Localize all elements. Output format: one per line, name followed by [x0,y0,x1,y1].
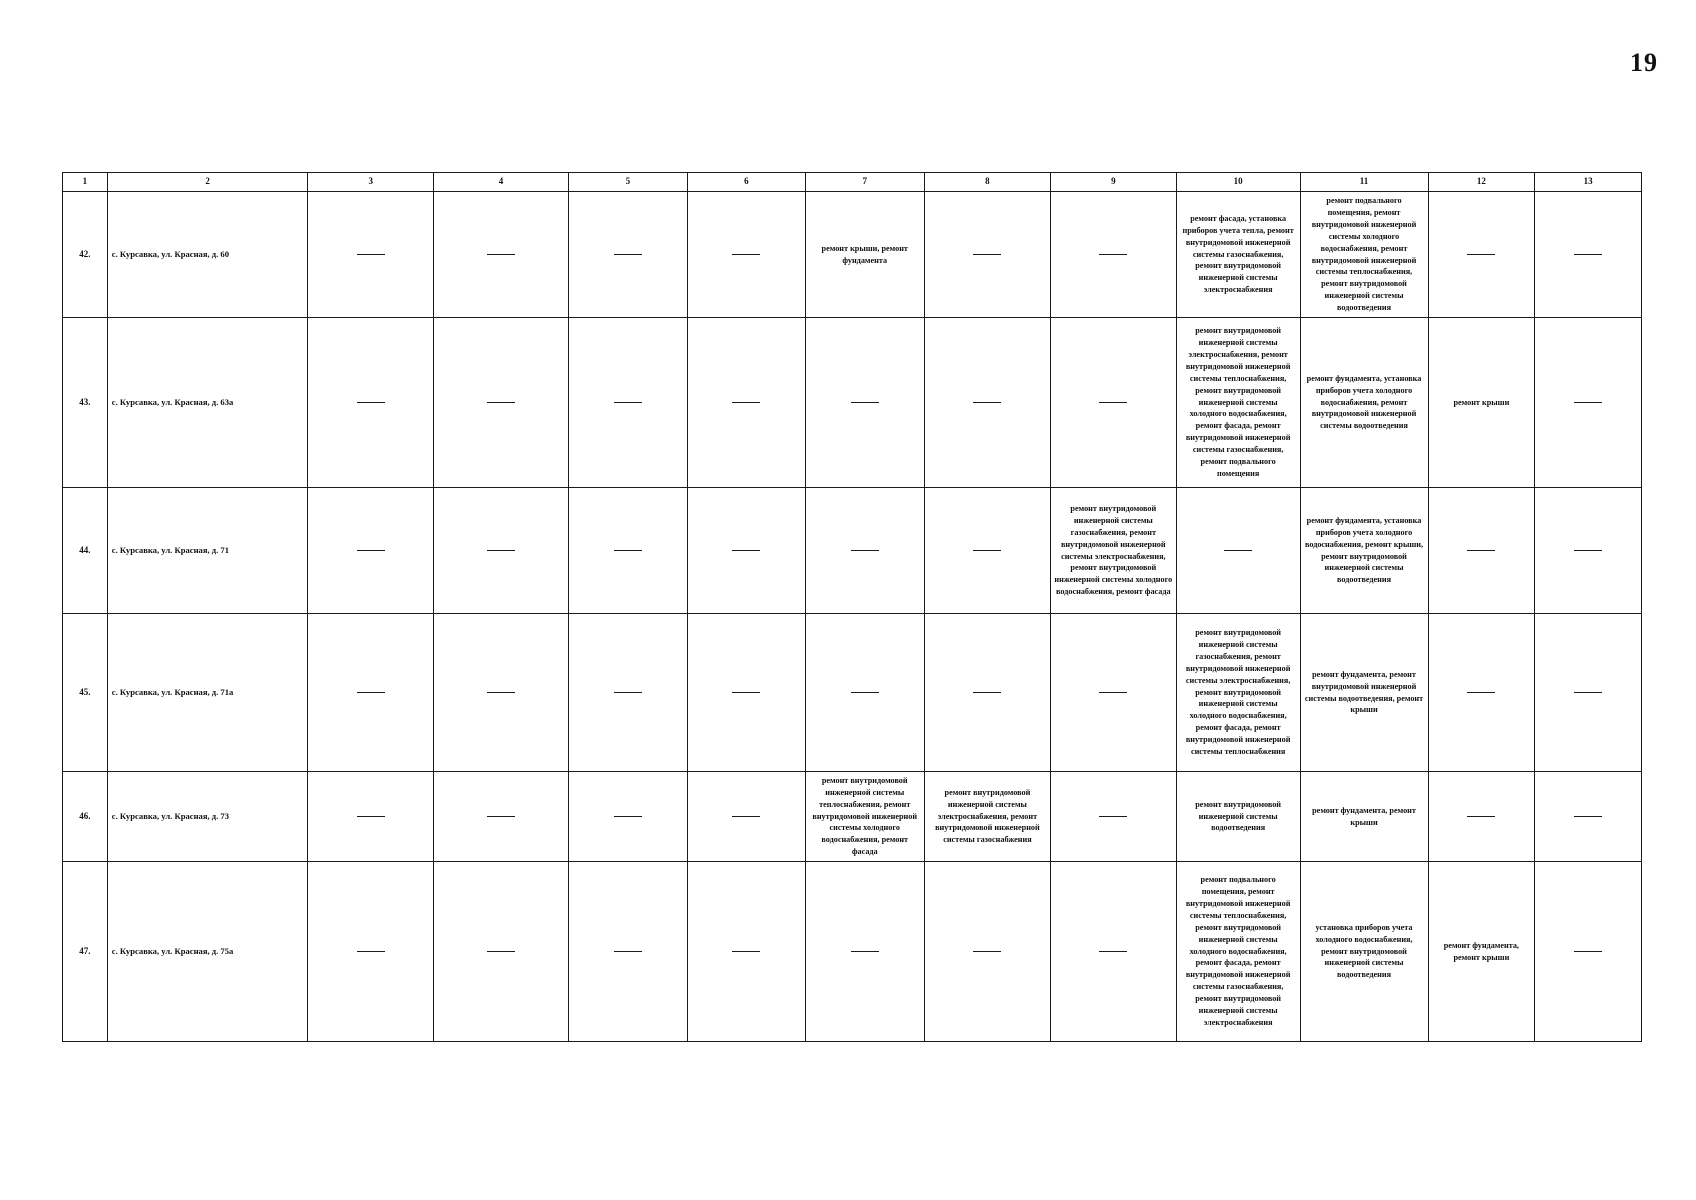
empty-dash [357,692,385,693]
empty-cell [1535,614,1642,772]
repair-work-cell: ремонт подвального помещения, ремонт внутридомовой инженерной системы холодного водоснабжения, ремонт внутридомовой инженерной системы теплоснабжения, ремонт внутридомовой инженерной системы водоотведения [1300,192,1428,318]
repair-work-cell: ремонт внутридомовой инженерной системы теплоснабжения, ремонт внутридомовой инженерной системы холодного водоснабжения, ремонт фасада [805,772,924,862]
empty-cell [308,614,434,772]
empty-dash [851,951,879,952]
empty-dash [1224,550,1252,551]
empty-cell [1176,488,1300,614]
empty-cell [568,772,687,862]
address-cell: с. Курсавка, ул. Красная, д. 73 [107,772,308,862]
repair-work-cell: ремонт внутридомовой инженерной системы газоснабжения, ремонт внутридомовой инженерной системы электроснабжения, ремонт внутридомовой инженерной системы холодного водоснабжения, ремонт фасада, ремонт внутридомовой инженерной системы теплоснабжения [1176,614,1300,772]
empty-cell [1050,614,1176,772]
empty-dash [851,550,879,551]
empty-cell [1050,772,1176,862]
column-number-header: 2 [107,173,308,192]
repair-work-cell: ремонт фундамента, ремонт внутридомовой инженерной системы водоотведения, ремонт крыши [1300,614,1428,772]
empty-dash [614,254,642,255]
empty-dash [973,692,1001,693]
repair-work-cell: ремонт фундамента, ремонт крыши [1428,862,1535,1042]
empty-cell [434,862,568,1042]
column-number-header: 10 [1176,173,1300,192]
column-number-header: 9 [1050,173,1176,192]
empty-dash [614,692,642,693]
empty-dash [732,402,760,403]
empty-dash [1574,254,1602,255]
column-number-header: 11 [1300,173,1428,192]
repair-work-cell: ремонт фундамента, установка приборов учета холодного водоснабжения, ремонт внутридомовой инженерной системы водоотведения [1300,318,1428,488]
empty-cell [434,772,568,862]
empty-cell [1535,772,1642,862]
column-number-header: 4 [434,173,568,192]
row-number-cell: 44. [63,488,108,614]
repair-work-cell: ремонт внутридомовой инженерной системы газоснабжения, ремонт внутридомовой инженерной системы электроснабжения, ремонт внутридомовой инженерной системы холодного водоснабжения, ремонт фасада [1050,488,1176,614]
repair-work-cell: ремонт подвального помещения, ремонт внутридомовой инженерной системы теплоснабжения, ремонт внутридомовой инженерной системы холодного водоснабжения, ремонт фасада, ремонт внутридомовой инженерной системы газоснабжения, ремонт внутридомовой инженерной системы электроснабжения [1176,862,1300,1042]
repair-work-cell: ремонт крыши [1428,318,1535,488]
empty-cell [924,862,1050,1042]
empty-dash [1574,816,1602,817]
empty-cell [924,488,1050,614]
empty-cell [805,488,924,614]
address-cell: с. Курсавка, ул. Красная, д. 75а [107,862,308,1042]
empty-cell [924,318,1050,488]
empty-dash [851,692,879,693]
empty-dash [357,816,385,817]
empty-cell [1535,862,1642,1042]
empty-cell [568,488,687,614]
empty-dash [851,402,879,403]
empty-cell [688,614,805,772]
empty-dash [1467,550,1495,551]
empty-dash [1574,550,1602,551]
empty-dash [1099,254,1127,255]
empty-cell [1535,192,1642,318]
repair-work-cell: ремонт фасада, установка приборов учета тепла, ремонт внутридомовой инженерной системы газоснабжения, ремонт внутридомовой инженерной системы электроснабжения [1176,192,1300,318]
empty-cell [924,192,1050,318]
table-row [63,614,1642,772]
column-number-header: 6 [688,173,805,192]
empty-dash [487,816,515,817]
empty-dash [487,254,515,255]
empty-dash [614,951,642,952]
column-number-header: 7 [805,173,924,192]
empty-dash [1574,692,1602,693]
row-number-cell: 46. [63,772,108,862]
table-row [63,862,1642,1042]
empty-dash [487,692,515,693]
column-number-header: 8 [924,173,1050,192]
empty-cell [688,862,805,1042]
empty-dash [1467,692,1495,693]
empty-cell [308,318,434,488]
repair-schedule-table-wrapper [62,172,1642,1042]
empty-dash [973,254,1001,255]
column-number-header: 5 [568,173,687,192]
table-row [63,192,1642,318]
empty-dash [487,402,515,403]
empty-dash [487,550,515,551]
repair-schedule-table [62,172,1642,1042]
empty-cell [308,772,434,862]
empty-cell [1050,318,1176,488]
empty-cell [1428,488,1535,614]
empty-cell [1535,318,1642,488]
empty-cell [805,862,924,1042]
empty-cell [688,772,805,862]
column-number-header: 12 [1428,173,1535,192]
empty-cell [688,318,805,488]
empty-cell [434,488,568,614]
column-number-row [63,173,1642,192]
column-number-header: 3 [308,173,434,192]
table-header [63,173,1642,192]
empty-cell [1428,614,1535,772]
empty-cell [1428,772,1535,862]
empty-dash [732,254,760,255]
empty-cell [568,318,687,488]
empty-dash [1099,402,1127,403]
empty-dash [973,951,1001,952]
empty-dash [732,816,760,817]
repair-work-cell: ремонт внутридомовой инженерной системы электроснабжения, ремонт внутридомовой инженерной системы газоснабжения [924,772,1050,862]
empty-dash [357,254,385,255]
empty-dash [614,402,642,403]
empty-cell [434,318,568,488]
column-number-header: 13 [1535,173,1642,192]
address-cell: с. Курсавка, ул. Красная, д. 71а [107,614,308,772]
empty-cell [805,318,924,488]
repair-work-cell: ремонт внутридомовой инженерной системы электроснабжения, ремонт внутридомовой инженерной системы теплоснабжения, ремонт внутридомовой инженерной системы холодного водоснабжения, ремонт фасада, ремонт внутридомовой инженерной системы газоснабжения, ремонт подвального помещения [1176,318,1300,488]
column-number-header: 1 [63,173,108,192]
empty-dash [1099,816,1127,817]
empty-dash [1574,951,1602,952]
row-number-cell: 45. [63,614,108,772]
empty-dash [614,816,642,817]
table-row [63,772,1642,862]
repair-work-cell: ремонт фундамента, установка приборов учета холодного водоснабжения, ремонт крыши, ремонт внутридомовой инженерной системы водоотведения [1300,488,1428,614]
empty-dash [1467,816,1495,817]
address-cell: с. Курсавка, ул. Красная, д. 63а [107,318,308,488]
empty-cell [568,192,687,318]
empty-cell [434,614,568,772]
empty-cell [805,614,924,772]
empty-dash [1099,692,1127,693]
empty-cell [1050,192,1176,318]
table-body [63,192,1642,1042]
repair-work-cell: ремонт крыши, ремонт фундамента [805,192,924,318]
empty-cell [1535,488,1642,614]
page-number: 19 [1630,48,1658,77]
row-number-cell: 43. [63,318,108,488]
empty-dash [357,550,385,551]
empty-dash [357,951,385,952]
empty-dash [732,550,760,551]
empty-cell [308,488,434,614]
address-cell: с. Курсавка, ул. Красная, д. 71 [107,488,308,614]
repair-work-cell: ремонт фундамента, ремонт крыши [1300,772,1428,862]
empty-cell [924,614,1050,772]
empty-cell [568,862,687,1042]
empty-cell [308,862,434,1042]
table-row [63,488,1642,614]
repair-work-cell: установка приборов учета холодного водоснабжения, ремонт внутридомовой инженерной системы водоотведения [1300,862,1428,1042]
empty-cell [1428,192,1535,318]
empty-dash [732,692,760,693]
empty-cell [688,192,805,318]
address-cell: с. Курсавка, ул. Красная, д. 60 [107,192,308,318]
empty-dash [1467,254,1495,255]
empty-cell [308,192,434,318]
table-row [63,318,1642,488]
empty-cell [1050,862,1176,1042]
empty-dash [487,951,515,952]
empty-cell [434,192,568,318]
empty-dash [614,550,642,551]
empty-dash [732,951,760,952]
empty-cell [568,614,687,772]
empty-dash [1574,402,1602,403]
empty-dash [973,402,1001,403]
repair-work-cell: ремонт внутридомовой инженерной системы водоотведения [1176,772,1300,862]
empty-cell [688,488,805,614]
empty-dash [1099,951,1127,952]
row-number-cell: 47. [63,862,108,1042]
empty-dash [357,402,385,403]
empty-dash [973,550,1001,551]
row-number-cell: 42. [63,192,108,318]
